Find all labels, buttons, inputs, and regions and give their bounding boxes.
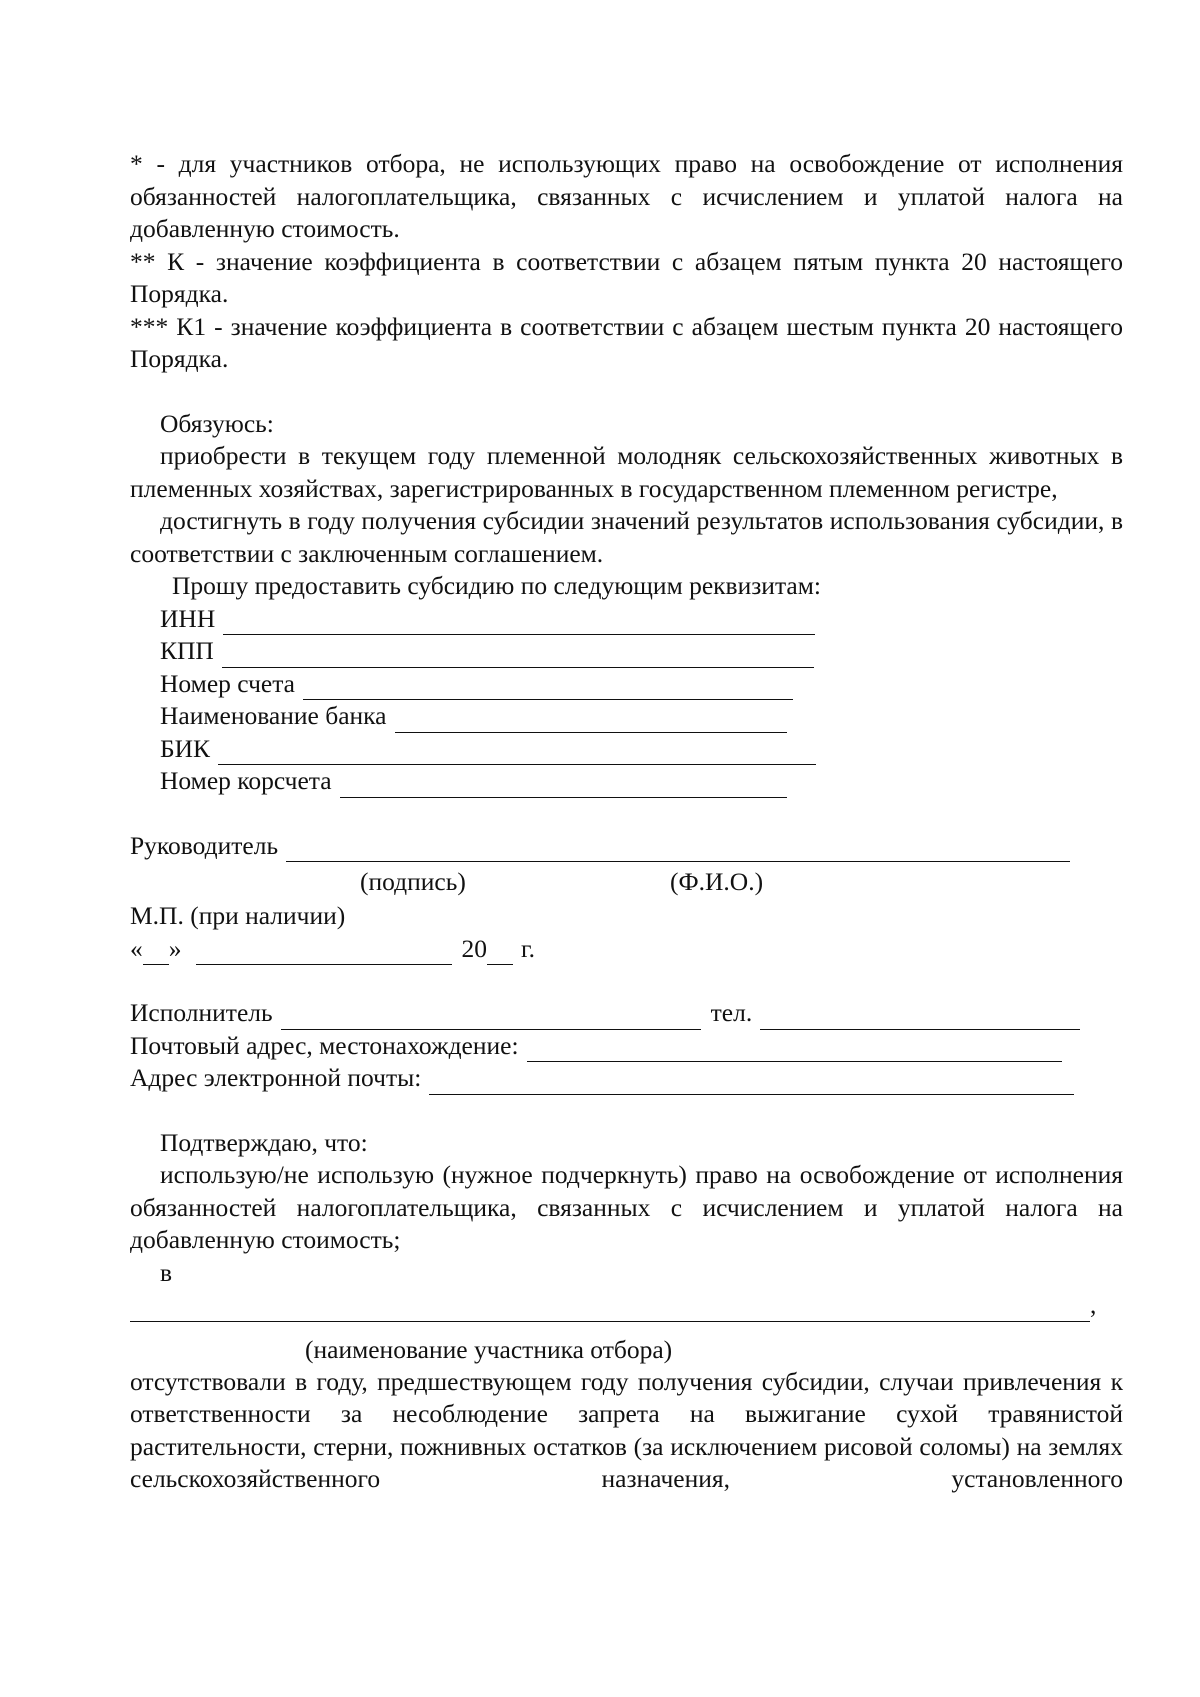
bank-name-label: Наименование банка bbox=[160, 701, 387, 730]
footnote-k: ** К - значение коэффициента в соответствии с абзацем пятым пункта 20 настоящего Порядка. bbox=[130, 246, 1123, 308]
date-open-quote: « bbox=[130, 933, 143, 963]
email-field[interactable] bbox=[429, 1070, 1074, 1095]
email-label: Адрес электронной почты: bbox=[130, 1063, 422, 1092]
inn-label: ИНН bbox=[160, 603, 216, 633]
corr-account-label: Номер корсчета bbox=[160, 766, 332, 795]
corr-account-row bbox=[160, 765, 1123, 798]
kpp-label: КПП bbox=[160, 636, 214, 665]
date-row bbox=[130, 933, 1123, 966]
phone-field[interactable] bbox=[760, 1005, 1080, 1030]
confirmation-item-2: отсутствовали в году, предшествующем году получения субсидии, случаи привлечения к ответственности за несоблюдение запрета на выжигание сухой травянистой растительности, стерни, пожнивных остатков (за исключением рисовой соломы) на землях сельскохозяйственного назначения, установленного bbox=[130, 1366, 1123, 1493]
email-row bbox=[130, 1062, 1123, 1095]
date-day-field[interactable] bbox=[143, 940, 169, 965]
obligation-item-2: достигнуть в году получения субсидии значений результатов использования субсидии, в соответствии с заключенным соглашением. bbox=[130, 506, 1123, 568]
date-year-suffix: г. bbox=[521, 933, 535, 963]
executor-row bbox=[130, 997, 1123, 1030]
bank-name-field[interactable] bbox=[395, 708, 787, 733]
executor-field[interactable] bbox=[281, 1005, 701, 1030]
date-close-quote: » bbox=[168, 933, 182, 963]
bik-label: БИК bbox=[160, 733, 211, 763]
corr-account-field[interactable] bbox=[340, 773, 787, 798]
footnote-k1: *** К1 - значение коэффициента в соответствии с абзацем шестым пункта 20 настоящего Порядка. bbox=[130, 311, 1123, 373]
account-label: Номер счета bbox=[160, 668, 295, 698]
obligation-item-1: приобрести в текущем году племенной молодняк сельскохозяйственных животных в племенных хозяйствах, зарегистрированных в государственном племенном регистре, bbox=[130, 441, 1123, 503]
head-label: Руководитель bbox=[130, 830, 279, 860]
head-signature-row bbox=[130, 830, 1123, 863]
fio-hint: (Ф.И.О.) bbox=[670, 867, 764, 896]
confirmation-heading: Подтверждаю, что: bbox=[160, 1127, 368, 1157]
bank-name-row bbox=[160, 700, 1123, 733]
document-body bbox=[130, 148, 1123, 1496]
account-row bbox=[160, 668, 1123, 701]
date-year-field[interactable] bbox=[487, 940, 513, 965]
confirmation-item-1: использую/не использую (нужное подчеркнуть) право на освобождение от исполнения обязанностей налогоплательщика, связанных с исчислением и уплатой налога на добавленную стоимость; bbox=[130, 1160, 1123, 1254]
bik-row bbox=[160, 733, 1123, 766]
participant-name-field[interactable] bbox=[130, 1297, 1090, 1322]
bank-details-block bbox=[130, 603, 1123, 798]
bank-request-text: Прошу предоставить субсидию по следующим реквизитам: bbox=[172, 571, 821, 600]
address-field[interactable] bbox=[527, 1037, 1062, 1062]
date-year-prefix: 20 bbox=[461, 933, 487, 963]
executor-label: Исполнитель bbox=[130, 998, 273, 1027]
address-label: Почтовый адрес, местонахождение: bbox=[130, 1030, 519, 1060]
inn-row bbox=[160, 603, 1123, 636]
seal-label: М.П. (при наличии) bbox=[130, 901, 346, 930]
date-month-field[interactable] bbox=[196, 940, 452, 965]
footnote-vat: * - для участников отбора, не использующих право на освобождение от исполнения обязанностей налогоплательщика, связанных с исчислением и уплатой налога на добавленную стоимость. bbox=[130, 149, 1123, 243]
kpp-field[interactable] bbox=[222, 643, 814, 668]
signature-hints bbox=[130, 862, 1123, 900]
kpp-row bbox=[160, 635, 1123, 668]
participant-row bbox=[130, 1289, 1123, 1322]
account-field[interactable] bbox=[303, 675, 793, 700]
phone-label: тел. bbox=[710, 998, 753, 1027]
head-signature-field[interactable] bbox=[286, 837, 1070, 862]
confirmation-prefix: в bbox=[160, 1257, 173, 1287]
address-row bbox=[130, 1030, 1123, 1063]
participant-hint: (наименование участника отбора) bbox=[305, 1334, 673, 1364]
signature-hint: (подпись) bbox=[360, 867, 466, 896]
participant-comma: , bbox=[1090, 1290, 1097, 1319]
obligation-heading: Обязуюсь: bbox=[160, 408, 274, 438]
participant-hint-row bbox=[130, 1322, 1123, 1366]
bik-field[interactable] bbox=[218, 740, 816, 765]
inn-field[interactable] bbox=[223, 610, 815, 635]
